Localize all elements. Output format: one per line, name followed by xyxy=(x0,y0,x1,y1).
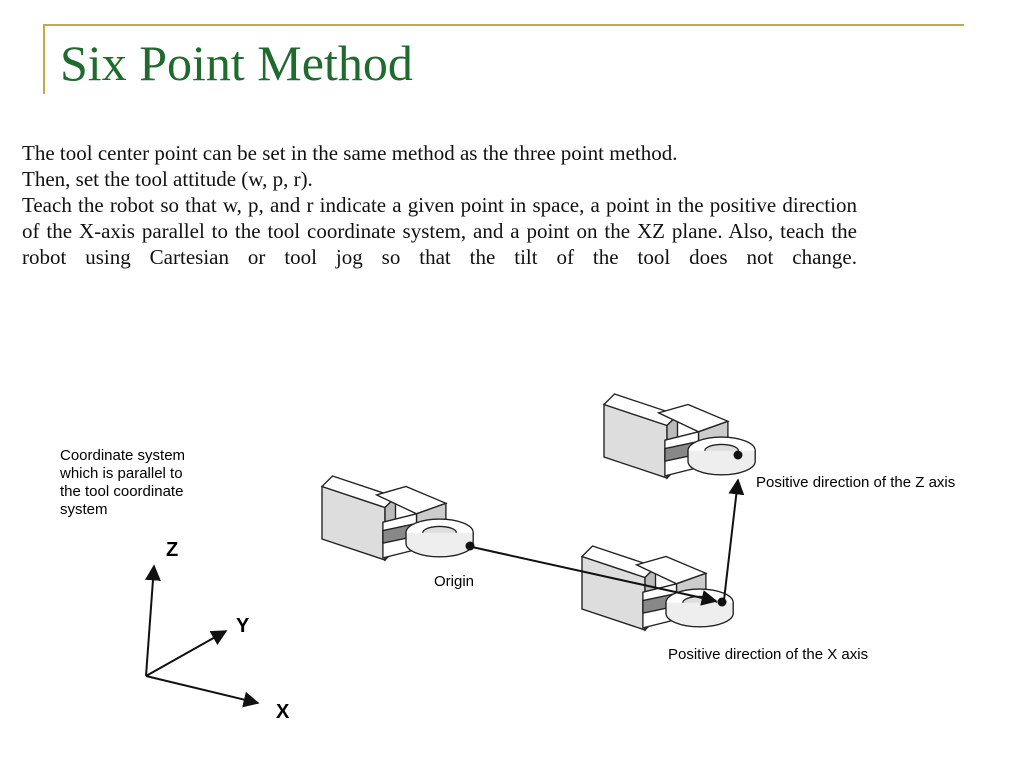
paragraph-2: Then, set the tool attitude (w, p, r). xyxy=(22,167,313,191)
x-point xyxy=(718,598,727,607)
paragraph-3: Teach the robot so that w, p, and r indicate a given point in space, a point in the positive direction of the X-axis parallel to the tool coordinate system, and a point on the XZ plane. Also, teach the robot using Cartesian or tool jog so that the tilt of the tool does not change. xyxy=(22,193,857,269)
robot-z-point xyxy=(604,394,755,478)
z-point xyxy=(734,451,743,460)
coord-caption-line-2: which is parallel to xyxy=(60,465,183,482)
x-direction-label: Positive direction of the X axis xyxy=(668,646,869,663)
slide-title: Six Point Method xyxy=(60,35,413,91)
origin-label: Origin xyxy=(434,573,475,590)
origin-point xyxy=(466,542,475,551)
robot-origin xyxy=(322,476,473,560)
x-axis-label: X xyxy=(276,701,290,723)
coord-caption-line-3: the tool coordinate xyxy=(60,483,184,500)
coord-caption-line-4: system xyxy=(60,501,108,518)
x-axis-arrow xyxy=(146,676,258,703)
paragraph-1: The tool center point can be set in the same method as the three point method. xyxy=(22,141,678,165)
coord-caption-line-1: Coordinate system xyxy=(60,447,186,464)
z-direction-label: Positive direction of the Z axis xyxy=(756,474,956,491)
y-axis-label: Y xyxy=(236,615,250,637)
z-axis-label: Z xyxy=(166,539,179,561)
z-axis-arrow xyxy=(146,566,154,676)
x-to-z-arrow xyxy=(724,480,738,600)
y-axis-arrow xyxy=(146,631,226,676)
